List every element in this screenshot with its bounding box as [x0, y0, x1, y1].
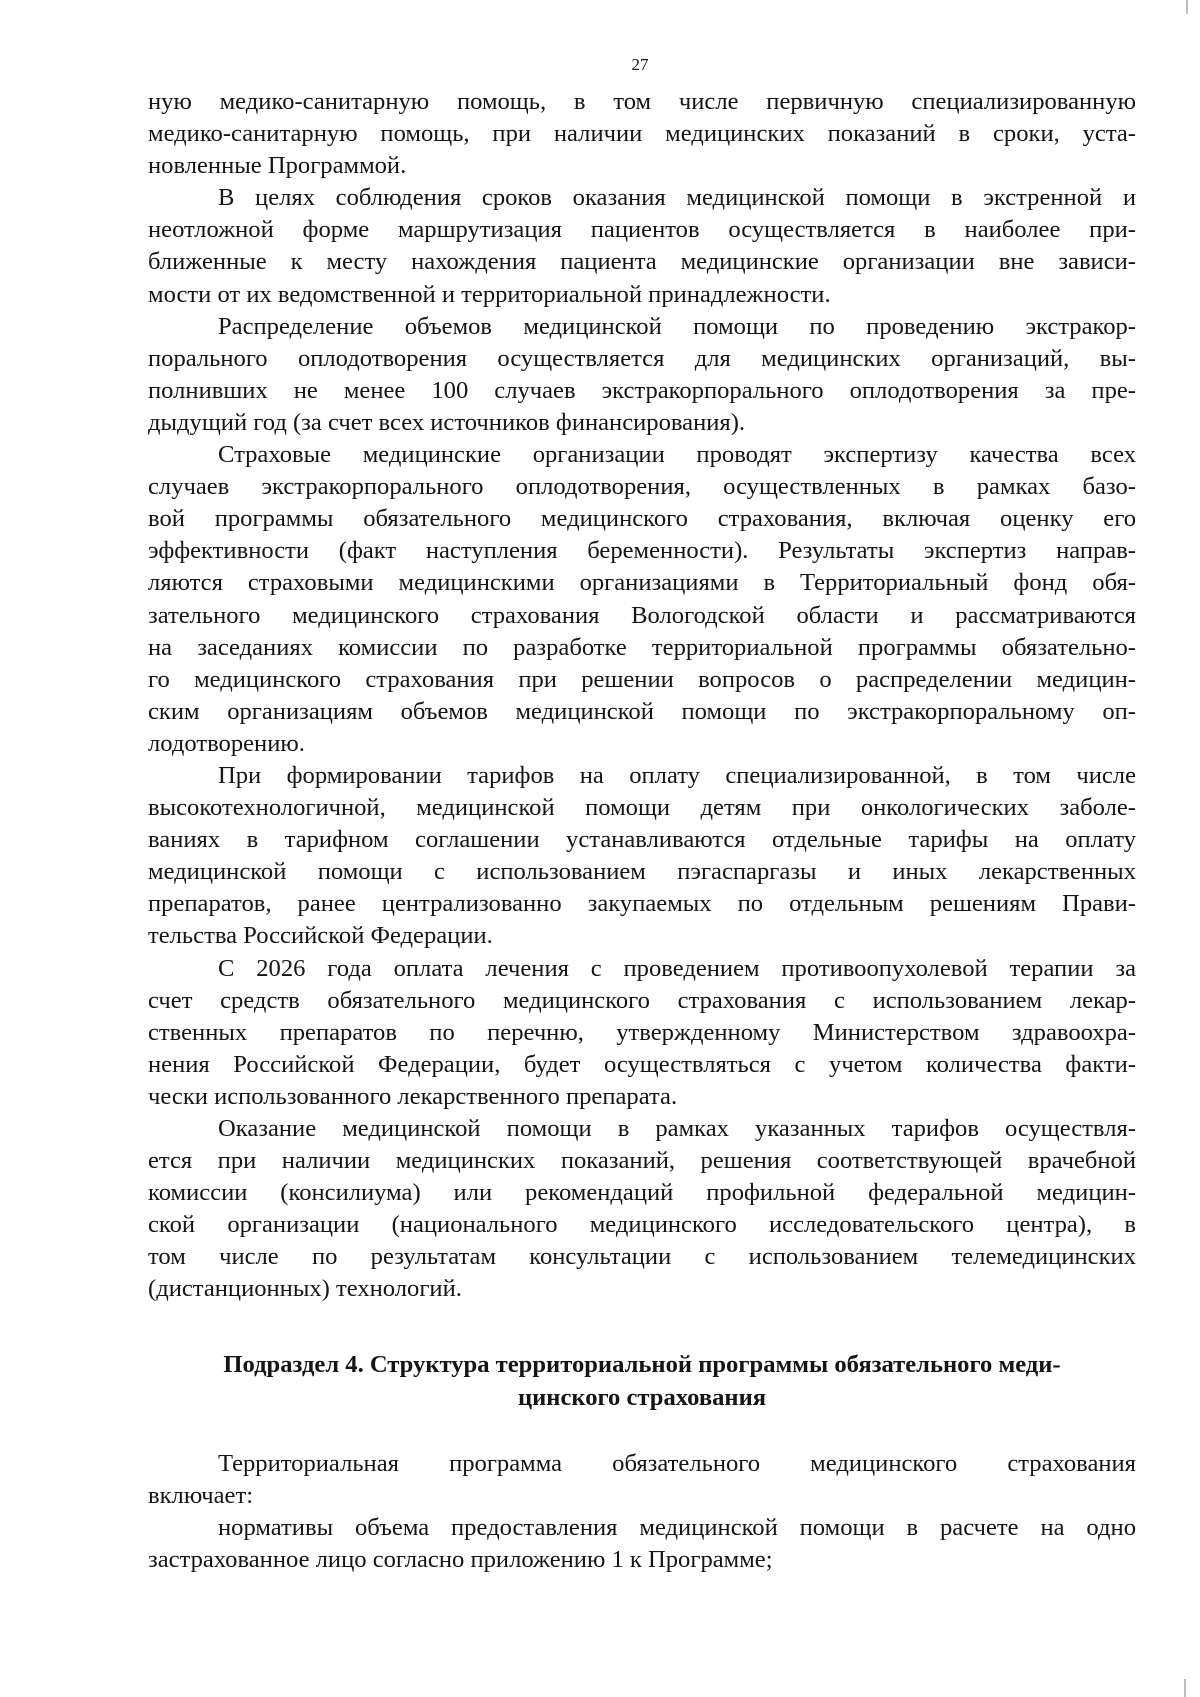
- text-line: ственных препаратов по перечню, утвержденному Министерством здравоохра-: [148, 1018, 1136, 1046]
- paragraph: [148, 1113, 1136, 1306]
- scan-artifact-bottom-right: [1184, 1679, 1186, 1697]
- text-line: зательного медицинского страхования Вологодской области и рассматриваются: [148, 601, 1136, 629]
- scan-artifact-top-right: [1186, 0, 1188, 14]
- text-line: новленные Программой.: [148, 152, 407, 180]
- text-line: мости от их ведомственной и территориальной принадлежности.: [148, 280, 831, 308]
- heading-line: Подраздел 4. Структура территориальной программы обязательного меди-: [223, 1351, 1061, 1378]
- text-line: дыдущий год (за счет всех источников финансирования).: [148, 408, 746, 436]
- document-body: [148, 86, 1136, 1306]
- heading-line: цинского страхования: [517, 1384, 767, 1411]
- text-line: ную медико-санитарную помощь, в том числе первичную специализированную: [148, 88, 1136, 115]
- text-line: медицинской помощи с использованием пэгаспаргазы и иных лекарственных: [148, 858, 1136, 886]
- text-line: ется при наличии медицинских показаний, решения соответствующей врачебной: [148, 1147, 1136, 1175]
- paragraph: [148, 760, 1136, 953]
- text-line: порального оплодотворения осуществляется для медицинских организаций, вы-: [148, 344, 1136, 372]
- paragraph: [148, 439, 1136, 760]
- page-number: 27: [631, 55, 649, 74]
- paragraph: [148, 311, 1136, 439]
- text-line: том числе по результатам консультации с использованием телемедицинских: [148, 1243, 1136, 1271]
- text-line: ским организациям объемов медицинской помощи по экстракорпоральному оп-: [148, 697, 1136, 725]
- text-line: Страховые медицинские организации проводят экспертизу качества всех: [218, 441, 1136, 469]
- text-line: тельства Российской Федерации.: [148, 922, 493, 950]
- text-line: на заседаниях комиссии по разработке территориальной программы обязательно-: [148, 633, 1136, 661]
- text-line: (дистанционных) технологий.: [148, 1275, 462, 1303]
- text-line: ской организации (национального медицинского исследовательского центра), в: [148, 1211, 1136, 1239]
- text-line: ваниях в тарифном соглашении устанавливаются отдельные тарифы на оплату: [148, 826, 1136, 854]
- text-line: нения Российской Федерации, будет осуществляться с учетом количества факти-: [148, 1050, 1136, 1078]
- paragraph: [148, 953, 1136, 1113]
- paragraph: [148, 1448, 1136, 1512]
- text-line: высокотехнологичной, медицинской помощи детям при онкологических заболе-: [148, 794, 1136, 822]
- text-line: застрахованное лицо согласно приложению 1 к Программе;: [148, 1546, 773, 1574]
- text-line: го медицинского страхования при решении вопросов о распределении медицин-: [148, 665, 1136, 693]
- text-line: препаратов, ранее централизованно закупаемых по отдельным решениям Прави-: [148, 890, 1136, 918]
- text-line: В целях соблюдения сроков оказания медицинской помощи в экстренной и: [218, 184, 1136, 212]
- text-line: счет средств обязательного медицинского страхования с использованием лекар-: [148, 986, 1136, 1014]
- text-line: неотложной форме маршрутизация пациентов осуществляется в наиболее при-: [148, 216, 1136, 244]
- text-line: эффективности (факт наступления беременности). Результаты экспертиз направ-: [148, 537, 1136, 565]
- text-line: медико-санитарную помощь, при наличии медицинских показаний в сроки, уста-: [148, 120, 1136, 148]
- text-line: Территориальная программа обязательного медицинского страхования: [218, 1450, 1136, 1477]
- text-line: Распределение объемов медицинской помощи по проведению экстракор-: [218, 312, 1136, 340]
- text-line: включает:: [148, 1482, 254, 1510]
- text-line: Оказание медицинской помощи в рамках указанных тарифов осуществля-: [218, 1115, 1136, 1142]
- text-line: чески использованного лекарственного препарата.: [148, 1082, 678, 1110]
- text-line: полнивших не менее 100 случаев экстракорпорального оплодотворения за пре-: [148, 376, 1136, 404]
- section-body: [148, 1448, 1136, 1576]
- text-line: ляются страховыми медицинскими организациями в Территориальный фонд обя-: [148, 569, 1136, 597]
- text-line: ближенные к месту нахождения пациента медицинские организации вне зависи-: [148, 248, 1136, 276]
- paragraph: [148, 182, 1136, 310]
- text-line: С 2026 года оплата лечения с проведением противоопухолевой терапии за: [218, 954, 1136, 982]
- text-line: случаев экстракорпорального оплодотворения, осуществленных в рамках базо-: [148, 473, 1136, 501]
- text-line: вой программы обязательного медицинского страхования, включая оценку его: [148, 505, 1136, 533]
- text-line: комиссии (консилиума) или рекомендаций профильной федеральной медицин-: [148, 1179, 1136, 1207]
- paragraph: [148, 1512, 1136, 1576]
- section-heading: [148, 1348, 1136, 1414]
- text-line: При формировании тарифов на оплату специализированной, в том числе: [218, 761, 1136, 789]
- text-line: лодотворению.: [148, 729, 305, 757]
- text-line: нормативы объема предоставления медицинской помощи в расчете на одно: [218, 1514, 1136, 1542]
- paragraph: [148, 86, 1136, 182]
